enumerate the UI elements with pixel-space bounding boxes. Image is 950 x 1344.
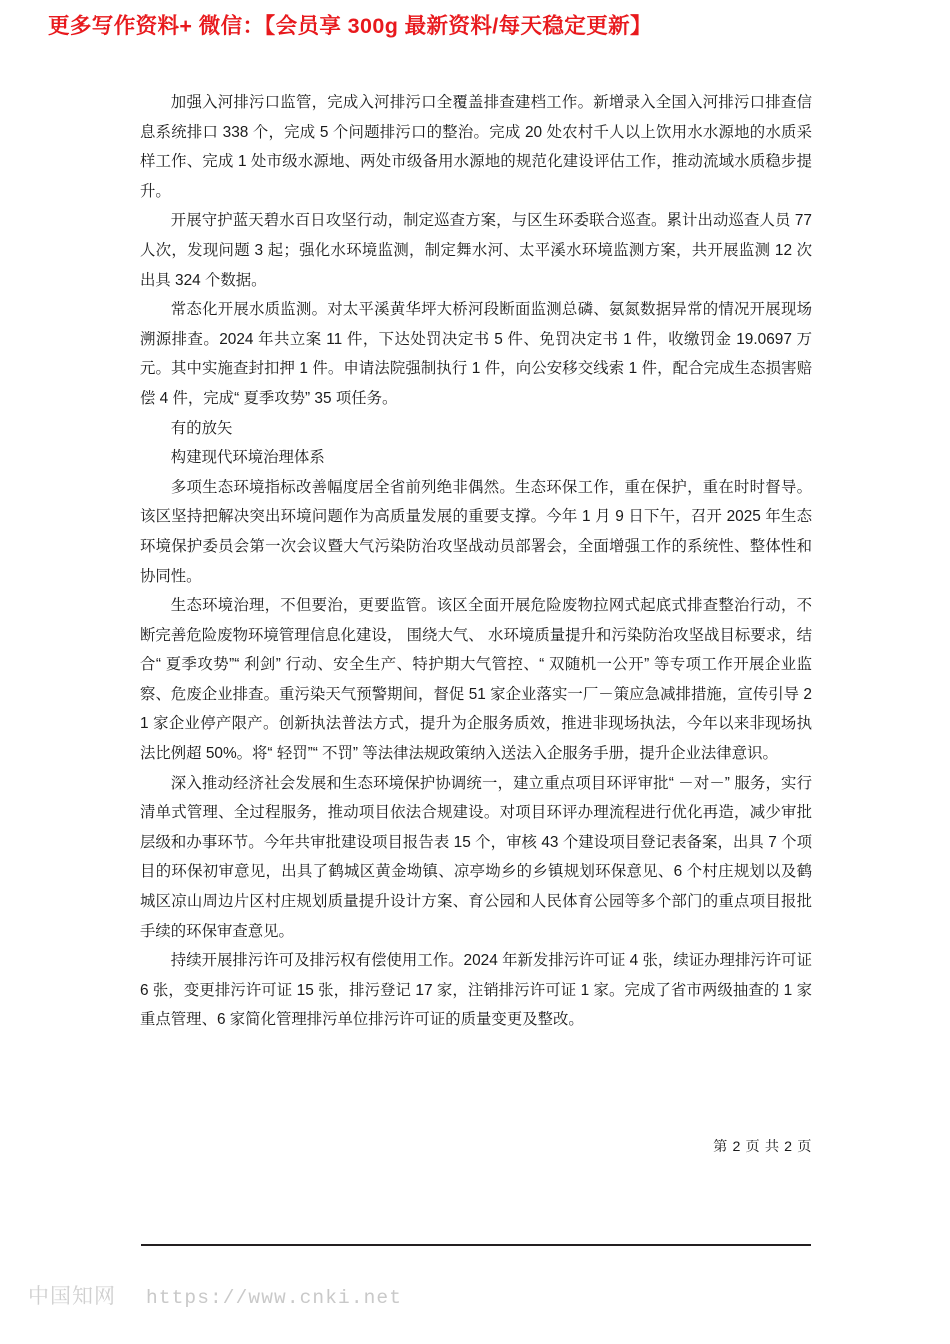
section-heading-governance-system: 构建现代环境治理体系 (170, 449, 325, 467)
section-heading-youdefangshi: 有的放矢 (170, 419, 233, 437)
paragraph: 多项生态环境指标改善幅度居全省前列绝非偶然。生态环保工作，重在保护，重在时时督导。该区坚持把解决突出环境问题作为高质量发展的重要支撑。今年 1 月 9 日下午，召开 2025 年生态环境保护委员会第一次会议暨大气污染防治攻坚战动员部署会，全面增强工作的系统性、整体性和协同性。 (140, 478, 812, 585)
cnki-logo-text: 中国知网 (28, 1284, 116, 1308)
paragraph: 加强入河排污口监管，完成入河排污口全覆盖排查建档工作。新增录入全国入河排污口排查信息系统排口 338 个，完成 5 个问题排污口的整治。完成 20 处农村千人以上饮用水水源地的水质采样工作、完成 1 处市级水源地、两处市级备用水源地的规范化建设评估工作，推动流域水质稳步提升。 (140, 94, 812, 200)
cnki-watermark (28, 1286, 402, 1309)
paragraph: 开展守护蓝天碧水百日攻坚行动，制定巡查方案，与区生环委联合巡查。累计出动巡查人员 77 人次，发现问题 3 起；强化水环境监测，制定舞水河、太平溪水环境监测方案，共开展监测 12 次出具 324 个数据。 (140, 212, 812, 289)
paragraph: 常态化开展水质监测。对太平溪黄华坪大桥河段断面监测总磷、氨氮数据异常的情况开展现场溯源排查。2024 年共立案 11 件，下达处罚决定书 5 件、免罚决定书 1 件，收缴罚金 19.0697 万元。其中实施查封扣押 1 件。申请法院强制执行 1 件，向公安移交线索 1 件，配合完成生态损害赔偿 4 件，完成“ 夏季攻势” 35 项任务。 (140, 301, 812, 407)
cnki-url-text: https://www.cnki.net (146, 1287, 403, 1309)
paragraph: 持续开展排污许可及排污权有偿使用工作。2024 年新发排污许可证 4 张，续证办理排污许可证 6 张，变更排污许可证 15 张，排污登记 17 家，注销排污许可证 1 家。完成了省市两级抽查的 1 家重点管理、6 家简化管理排污单位排污许可证的质量变更及整改。 (140, 952, 812, 1029)
footer-divider (141, 1244, 811, 1246)
page-number: 第 2 页 共 2 页 (713, 1139, 812, 1155)
document-body (140, 88, 812, 1035)
promo-banner: 更多写作资料+ 微信：【会员享 300g 最新资料/每天稳定更新】 (48, 14, 652, 38)
paragraph: 生态环境治理，不但要治，更要监管。该区全面开展危险废物拉网式起底式排查整治行动，不断完善危险废物环境管理信息化建设， 围绕大气、 水环境质量提升和污染防治攻坚战目标要求，结合“ 夏季攻势”“ 利剑” 行动、安全生产、特护期大气管控、“ 双随机一公开” 等专项工作开展企业监察、危废企业排查。重污染天气预警期间，督促 51 家企业落实一厂－策应急减排措施，宣传引导 21 家企业停产限产。创新执法普法方式，提升为企服务质效，推进非现场执法，今年以来非现场执法比例超 50%。将“ 轻罚”“ 不罚” 等法律法规政策纳入送法入企服务手册，提升企业法律意识。 (140, 597, 812, 763)
paragraph: 深入推动经济社会发展和生态环境保护协调统一，建立重点项目环评审批“ －对－” 服务，实行清单式管理、全过程服务，推动项目依法合规建设。对项目环评办理流程进行优化再造，减少审批层级和办事环节。今年共审批建设项目报告表 15 个，审核 43 个建设项目登记表备案，出具 7 个项目的环保初审意见，出具了鹤城区黄金坳镇、凉亭坳乡的乡镇规划环保意见、6 个村庄规划以及鹤城区凉山周边片区村庄规划质量提升设计方案、育公园和人民体育公园等多个部门的重点项目报批手续的环保审查意见。 (140, 774, 812, 940)
